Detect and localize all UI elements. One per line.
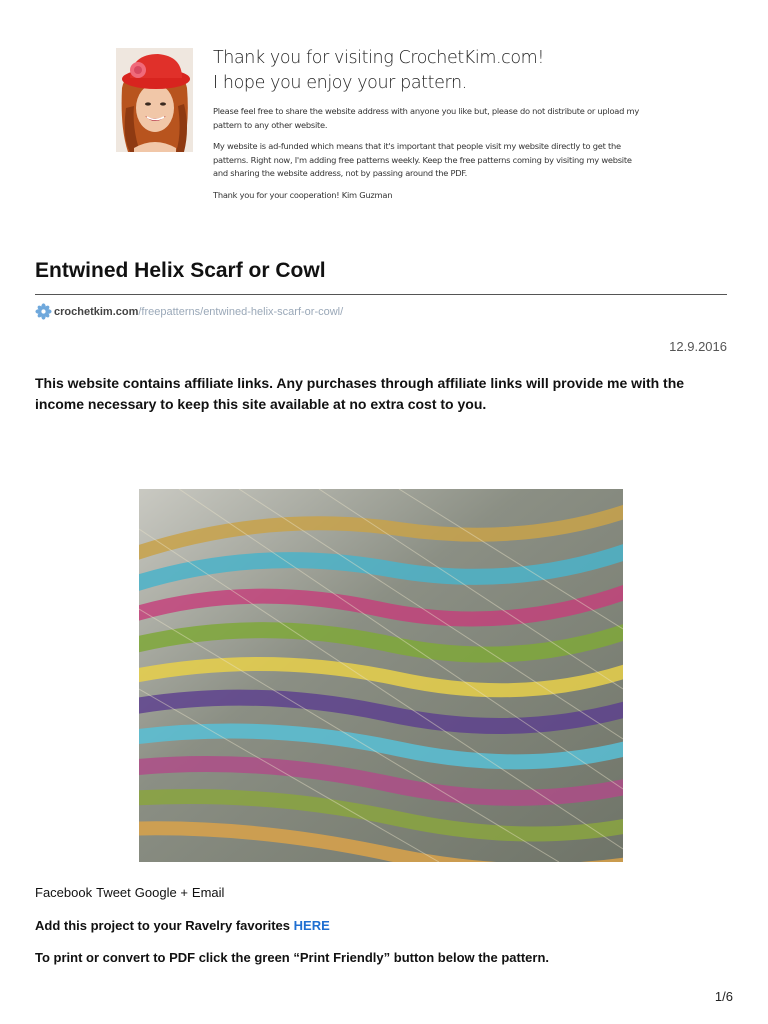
- ravelry-prompt: [35, 918, 330, 933]
- facebook-share-link[interactable]: Facebook: [35, 885, 93, 900]
- scarf-photo-image-icon: [139, 489, 623, 862]
- banner-ad-note: My website is ad-funded which means that it's important that people visit my website directly to get the patterns. Right now, I'm adding free patterns weekly. Keep the free patterns coming by visiting my website and sharing the website address, not by passing around the PDF.: [213, 141, 632, 178]
- source-domain: crochetkim.com: [54, 305, 139, 318]
- article-title: Entwined Helix Scarf or Cowl: [35, 259, 326, 282]
- banner-heading-line1: Thank you for visiting CrochetKim.com!: [213, 48, 544, 68]
- google-share-link[interactable]: Google +: [134, 885, 188, 900]
- print-instructions: To print or convert to PDF click the green “Print Friendly” button below the pattern.: [35, 950, 550, 965]
- title-divider: [35, 294, 727, 295]
- flower-icon: [35, 303, 52, 320]
- scarf-photo: [139, 489, 623, 862]
- source-url[interactable]: [35, 303, 343, 320]
- email-share-link[interactable]: Email: [191, 885, 225, 900]
- portrait-photo-icon: [116, 48, 193, 152]
- banner-thanks: Thank you for your cooperation! Kim Guzman: [213, 189, 393, 200]
- tweet-share-link[interactable]: Tweet: [96, 885, 131, 900]
- banner-heading-line2: I hope you enjoy your pattern.: [213, 73, 467, 93]
- page-number: 1/6: [714, 989, 733, 1004]
- banner-share-note: Please feel free to share the website address with anyone you like but, please do not distribute or upload my pattern to any other website.: [213, 106, 640, 130]
- author-portrait: [116, 48, 193, 152]
- ravelry-here-link[interactable]: HERE: [293, 918, 330, 933]
- source-path: /freepatterns/entwined-helix-scarf-or-cowl/: [138, 305, 344, 318]
- share-bar: [35, 885, 228, 900]
- welcome-banner: [116, 46, 646, 226]
- banner-text: [213, 46, 643, 202]
- publish-date: 12.9.2016: [669, 339, 727, 354]
- ravelry-text: Add this project to your Ravelry favorites: [35, 918, 291, 933]
- affiliate-notice: This website contains affiliate links. Any purchases through affiliate links will provide me with the income necessary to keep this site available at no extra cost to you.: [35, 375, 685, 412]
